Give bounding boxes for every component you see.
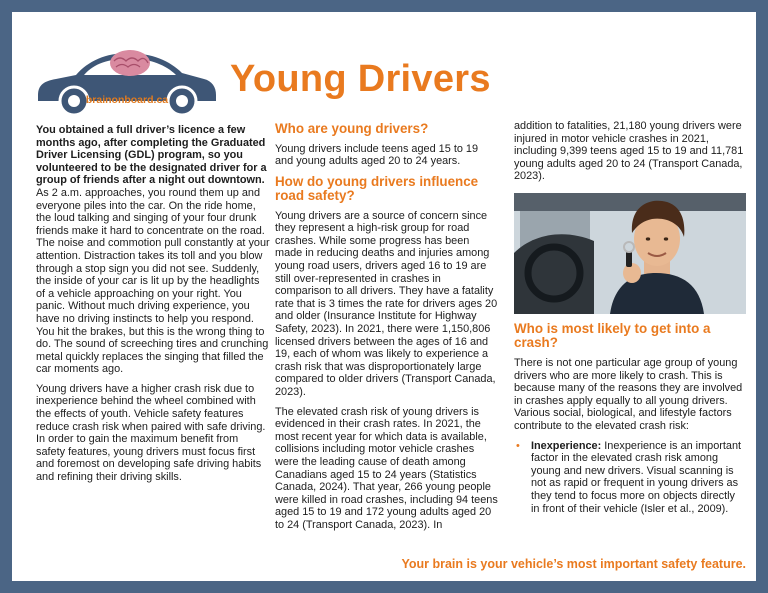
road-safety-paragraph: Young drivers are a source of concern since they represent a high-risk group for road crashes. While some progress has been made in reducing deaths and injuries among young road users, drivers aged 16 to 19 are still over-represented in crashes in comparison to all drivers. They have a fatality rate that is 3 times the rate for drivers ages 20 and older (Insurance Institute for Highway Safety, 2023). In 2021, there were 1,150,806 licensed drivers between the ages of 16 and 19, each of whom was likely to experience a crash risk that was disproportionately large compared to older drivers (Transport Canada, 2023). — [275, 209, 498, 398]
fact-sheet-page — [12, 12, 756, 581]
intro-bold-text: You obtained a full driver’s licence a few months ago, after completing the Graduated Driver Licensing (GDL) program, so you volunteered to be the designated driver for a group of friends after a night out downtown. — [36, 124, 267, 187]
most-likely-crash-heading: Who is most likely to get into a crash? — [514, 320, 711, 351]
young-driver-photo — [514, 193, 746, 314]
crash-risk-paragraph: Young drivers have a higher crash risk due to inexperience behind the wheel combined with the effects of youth. Vehicle safety features reduce crash risk when paired with safe driving. In order to gain the maximum benefit from safety features, young drivers must focus first and foremost on developing safe driving habits and refining their driving skills. — [36, 382, 266, 484]
bullet-icon: • — [516, 439, 520, 452]
risk-factor-list — [514, 440, 746, 516]
car-brain-logo-icon — [32, 39, 222, 125]
footer-tagline: Your brain is your vehicle’s most important safety feature. — [401, 557, 746, 571]
brain-icon — [110, 50, 150, 76]
inexperience-text: Inexperience is an important factor in the elevated crash risk among young and new drivers. Visual scanning is not as rapid or frequent in young drivers as they tend to focus more on objects directly in front of their vehicle (Isler et al., 2009). — [531, 439, 742, 515]
inexperience-label: Inexperience: — [531, 439, 602, 452]
injuries-paragraph: addition to fatalities, 21,180 young drivers were injured in motor vehicle crashes in 2021, including 9,399 teens aged 15 to 19 and 11,781 young adults aged 20 to 24 (Transport Canada, 2023). — [514, 120, 744, 183]
column-left — [36, 124, 270, 491]
young-drivers-definition: Young drivers include teens aged 15 to 19 and young adults aged 20 to 24 years. — [275, 142, 479, 168]
intro-text: As 2 a.m. approaches, you round them up and everyone piles into the car. On the ride home, the loud talking and singing of your four drunk friends make it hard to concentrate on the road. The noise and commotion pull constantly at your attention. Distraction takes its toll and you blow through a stop sign you did not see. Suddenly, the inside of your car is lit up by the headlights of a vehicle approaching on your right. You panic. Without much driving experience, you have no driving instincts to help you respond. You hit the brakes, but this is the wrong thing to do. The sound of screeching tires and crunching metal quickly replaces the singing that filled the car moments ago. — [36, 186, 270, 376]
page-title: Young Drivers — [230, 58, 491, 100]
brand-url: brainonboard.ca — [85, 94, 169, 106]
crash-factors-paragraph: There is not one particular age group of young drivers who are more likely to crash. This is because many of the reasons they are involved in crashes apply equally to all young drivers. Various social, biological, and lifestyle factors contribute to the elevated crash risk: — [514, 356, 743, 432]
column-middle — [275, 122, 499, 539]
road-safety-heading: How do young drivers influence road safety? — [275, 173, 479, 204]
list-item — [516, 439, 746, 516]
column-right — [514, 120, 746, 515]
crash-rates-paragraph: The elevated crash risk of young drivers is evidenced in their crash rates. In 2021, the most recent year for which data is available, collisions including motor vehicle crashes were the leading cause of death among Canadians aged 15 to 24 years (Statistics Canada, 2024). That year, 266 young people were killed in road crashes, including 94 teens aged 15 to 19 and 172 young adults aged 20 to 24 (Transport Canada, 2023). In — [275, 405, 498, 531]
intro-paragraph — [36, 124, 270, 376]
who-are-young-drivers-heading: Who are young drivers? — [275, 121, 429, 136]
